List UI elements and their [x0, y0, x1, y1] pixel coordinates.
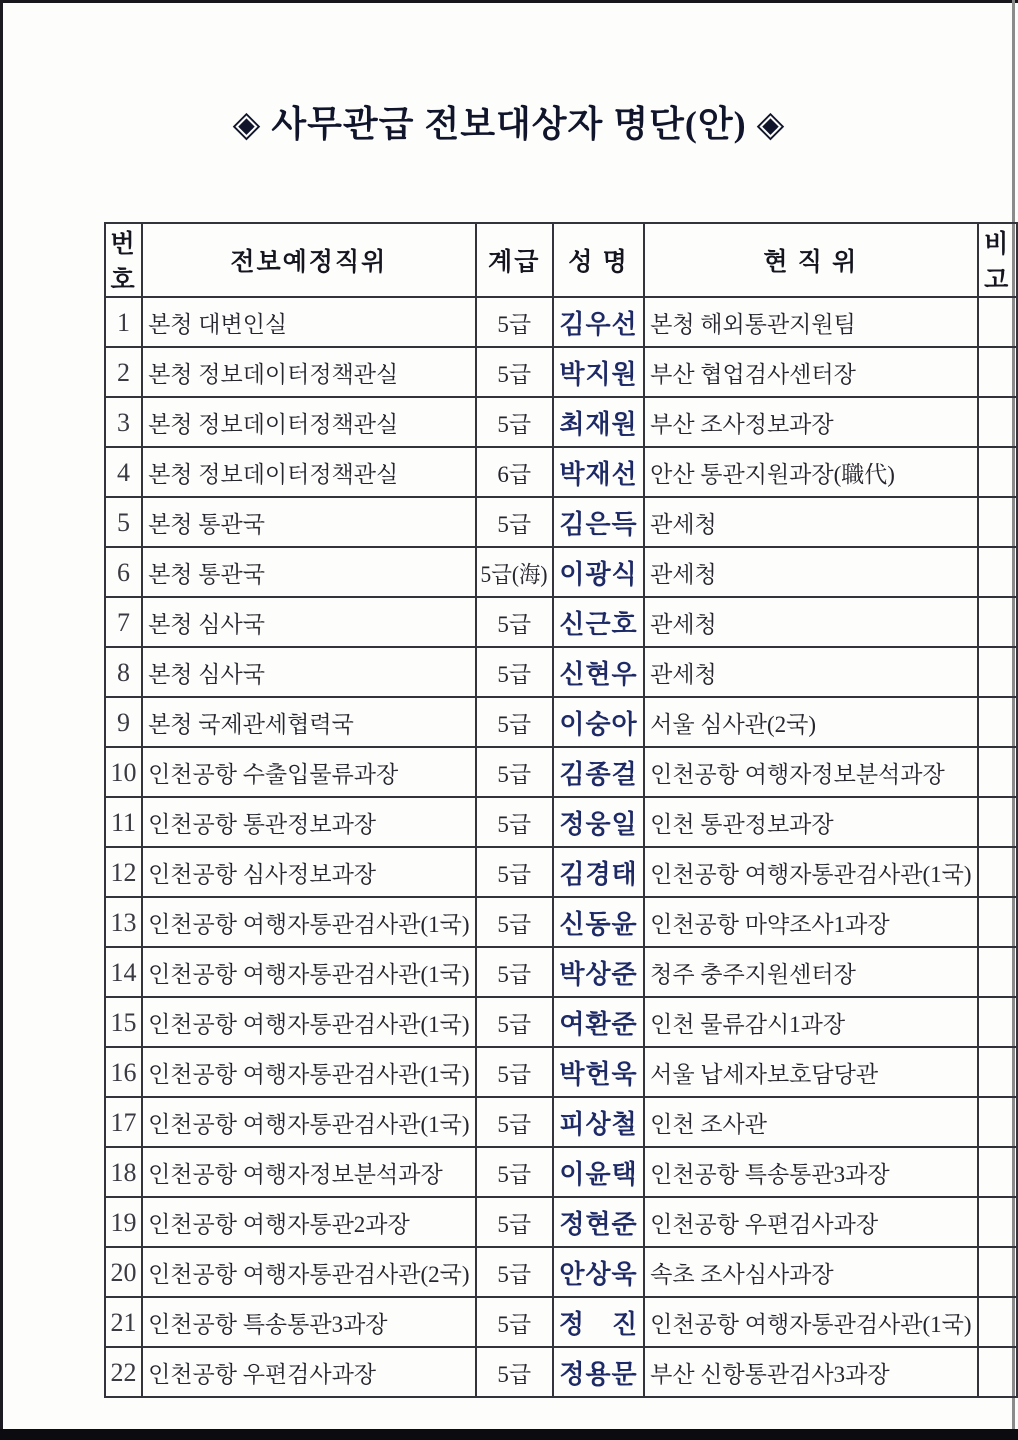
cell-text: 정용문	[559, 1359, 638, 1389]
cell-grade	[476, 1247, 553, 1297]
cell-name	[553, 547, 644, 597]
cell-no	[105, 1047, 142, 1097]
cell-position-to	[142, 1347, 475, 1397]
table-row	[105, 647, 1017, 697]
cell-no	[105, 347, 142, 397]
cell-text: 인천 통관정보과장	[650, 811, 834, 837]
cell-position-current	[644, 647, 977, 697]
cell-note	[978, 1247, 1017, 1297]
table-row	[105, 1047, 1017, 1097]
table-row	[105, 1147, 1017, 1197]
column-header-position-current: 현 직 위	[644, 223, 977, 297]
cell-name	[553, 847, 644, 897]
cell-position-to	[142, 597, 475, 647]
cell-text: 신현우	[559, 659, 638, 689]
cell-note	[978, 297, 1017, 347]
cell-position-current	[644, 347, 977, 397]
cell-text: 5급	[497, 511, 532, 537]
cell-position-to	[142, 1247, 475, 1297]
cell-text: 22	[110, 1358, 137, 1388]
cell-no	[105, 847, 142, 897]
cell-no	[105, 1147, 142, 1197]
cell-text: 5급	[497, 1061, 532, 1087]
page-border-bottom	[0, 1429, 1018, 1440]
cell-position-to	[142, 647, 475, 697]
cell-note	[978, 597, 1017, 647]
cell-name	[553, 447, 644, 497]
cell-no	[105, 1347, 142, 1397]
cell-grade	[476, 1097, 553, 1147]
cell-text: 속초 조사심사과장	[650, 1261, 834, 1287]
cell-text: 5급	[497, 811, 532, 837]
cell-text: 관세청	[650, 511, 717, 537]
cell-grade	[476, 597, 553, 647]
cell-grade	[476, 1347, 553, 1397]
cell-text: 인천공항 특송통관3과장	[148, 1311, 388, 1337]
cell-grade	[476, 847, 553, 897]
cell-grade	[476, 1147, 553, 1197]
cell-note	[978, 547, 1017, 597]
cell-note	[978, 397, 1017, 447]
cell-text: 인천공항 여행자통관검사관(1국)	[148, 911, 470, 937]
cell-text: 16	[110, 1058, 137, 1088]
cell-grade	[476, 897, 553, 947]
cell-text: 부산 신항통관검사3과장	[650, 1361, 890, 1387]
cell-position-current	[644, 797, 977, 847]
cell-text: 5급	[497, 311, 532, 337]
cell-text: 19	[110, 1208, 137, 1238]
column-header-grade: 계급	[476, 223, 553, 297]
cell-grade	[476, 1197, 553, 1247]
cell-text: 본청 국제관세협력국	[148, 711, 354, 737]
cell-position-to	[142, 1097, 475, 1147]
cell-position-to	[142, 1297, 475, 1347]
cell-no	[105, 747, 142, 797]
cell-grade	[476, 997, 553, 1047]
cell-text: 최재원	[559, 409, 638, 439]
cell-position-current	[644, 1347, 977, 1397]
column-header-note: 비 고	[978, 223, 1017, 297]
cell-text: 10	[110, 758, 137, 788]
table-row	[105, 897, 1017, 947]
table-row	[105, 547, 1017, 597]
cell-name	[553, 1047, 644, 1097]
cell-position-to	[142, 497, 475, 547]
cell-note	[978, 797, 1017, 847]
cell-position-to	[142, 747, 475, 797]
cell-position-to	[142, 1197, 475, 1247]
table-header-row	[105, 223, 1017, 297]
cell-text: 본청 해외통관지원팀	[650, 311, 856, 337]
cell-text: 이윤택	[559, 1159, 638, 1189]
cell-text: 5	[117, 508, 131, 538]
cell-grade	[476, 697, 553, 747]
cell-text: 인천 물류감시1과장	[650, 1011, 846, 1037]
cell-text: 5급	[497, 1211, 532, 1237]
cell-note	[978, 1047, 1017, 1097]
cell-text: 본청 대변인실	[148, 311, 288, 337]
cell-text: 여환준	[559, 1009, 638, 1039]
cell-text: 5급	[497, 1111, 532, 1137]
cell-position-current	[644, 847, 977, 897]
column-header-no: 번호	[105, 223, 142, 297]
cell-text: 부산 협업검사센터장	[650, 361, 856, 387]
cell-position-to	[142, 297, 475, 347]
cell-name	[553, 697, 644, 747]
cell-text: 정웅일	[559, 809, 638, 839]
cell-name	[553, 1147, 644, 1197]
cell-text: 본청 통관국	[148, 561, 265, 587]
cell-grade	[476, 647, 553, 697]
cell-text: 김종걸	[559, 759, 638, 789]
cell-position-to	[142, 697, 475, 747]
cell-position-to	[142, 547, 475, 597]
cell-text: 5급	[497, 761, 532, 787]
cell-text: 인천공항 우편검사과장	[148, 1361, 377, 1387]
cell-position-current	[644, 447, 977, 497]
cell-name	[553, 1197, 644, 1247]
cell-position-to	[142, 797, 475, 847]
cell-text: 15	[110, 1008, 137, 1038]
cell-position-current	[644, 947, 977, 997]
table-row	[105, 697, 1017, 747]
cell-text: 2	[117, 358, 131, 388]
cell-name	[553, 797, 644, 847]
cell-no	[105, 547, 142, 597]
cell-no	[105, 597, 142, 647]
cell-grade	[476, 947, 553, 997]
cell-name	[553, 747, 644, 797]
table-row	[105, 447, 1017, 497]
cell-text: 관세청	[650, 611, 717, 637]
cell-position-current	[644, 697, 977, 747]
cell-no	[105, 1297, 142, 1347]
cell-note	[978, 647, 1017, 697]
cell-no	[105, 447, 142, 497]
cell-grade	[476, 547, 553, 597]
cell-name	[553, 297, 644, 347]
cell-text: 11	[111, 808, 137, 838]
cell-name	[553, 1347, 644, 1397]
cell-text: 피상철	[559, 1109, 638, 1139]
cell-position-current	[644, 497, 977, 547]
cell-text: 신근호	[559, 609, 638, 639]
cell-note	[978, 997, 1017, 1047]
cell-position-current	[644, 1047, 977, 1097]
cell-name	[553, 1297, 644, 1347]
cell-no	[105, 497, 142, 547]
cell-no	[105, 297, 142, 347]
cell-text: 7	[117, 608, 131, 638]
cell-text: 인천공항 여행자통관검사관(1국)	[148, 1011, 470, 1037]
cell-note	[978, 1147, 1017, 1197]
cell-text: 인천공항 여행자통관검사관(2국)	[148, 1261, 470, 1287]
cell-grade	[476, 797, 553, 847]
cell-no	[105, 947, 142, 997]
cell-position-to	[142, 447, 475, 497]
cell-position-current	[644, 747, 977, 797]
cell-position-current	[644, 1097, 977, 1147]
cell-position-current	[644, 1197, 977, 1247]
cell-text: 14	[110, 958, 137, 988]
cell-text: 서울 납세자보호담당관	[650, 1061, 879, 1087]
cell-text: 인천공항 통관정보과장	[148, 811, 377, 837]
page-border-left	[0, 0, 3, 1440]
cell-text: 신동윤	[559, 909, 638, 939]
cell-text: 인천공항 여행자정보분석과장	[650, 761, 945, 787]
cell-note	[978, 1197, 1017, 1247]
cell-name	[553, 497, 644, 547]
cell-text: 6급	[497, 461, 532, 487]
cell-text: 5급	[497, 961, 532, 987]
table-row	[105, 797, 1017, 847]
cell-position-current	[644, 1297, 977, 1347]
cell-position-current	[644, 397, 977, 447]
cell-text: 5급	[497, 411, 532, 437]
table-body	[105, 297, 1017, 1397]
cell-no	[105, 647, 142, 697]
cell-text: 안상욱	[559, 1259, 638, 1289]
cell-text: 인천공항 여행자정보분석과장	[148, 1161, 443, 1187]
cell-text: 21	[110, 1308, 137, 1338]
cell-note	[978, 1097, 1017, 1147]
table-row	[105, 297, 1017, 347]
cell-text: 인천공항 심사정보과장	[148, 861, 377, 887]
cell-note	[978, 1347, 1017, 1397]
cell-grade	[476, 747, 553, 797]
cell-position-to	[142, 397, 475, 447]
cell-position-current	[644, 1147, 977, 1197]
cell-text: 이광식	[559, 559, 638, 589]
cell-grade	[476, 497, 553, 547]
cell-text: 본청 심사국	[148, 611, 265, 637]
cell-position-current	[644, 997, 977, 1047]
cell-note	[978, 747, 1017, 797]
cell-position-current	[644, 297, 977, 347]
cell-text: 5급	[497, 1311, 532, 1337]
cell-no	[105, 397, 142, 447]
cell-no	[105, 697, 142, 747]
column-header-name: 성 명	[553, 223, 644, 297]
cell-text: 8	[117, 658, 131, 688]
cell-text: 5급	[497, 711, 532, 737]
cell-name	[553, 997, 644, 1047]
cell-no	[105, 897, 142, 947]
cell-text: 6	[117, 558, 131, 588]
cell-name	[553, 347, 644, 397]
table-row	[105, 1347, 1017, 1397]
cell-text: 본청 정보데이터정책관실	[148, 461, 399, 487]
cell-text: 안산 통관지원과장(職代)	[650, 461, 895, 487]
cell-text: 5급	[497, 1261, 532, 1287]
cell-text: 인천공항 여행자통관검사관(1국)	[650, 1311, 972, 1337]
cell-text: 17	[110, 1108, 137, 1138]
cell-text: 5급	[497, 861, 532, 887]
cell-text: 9	[117, 708, 131, 738]
page-title: ◈ 사무관급 전보대상자 명단(안) ◈	[232, 104, 786, 144]
cell-text: 박지원	[559, 359, 638, 389]
cell-text: 13	[110, 908, 137, 938]
table-row	[105, 347, 1017, 397]
cell-note	[978, 447, 1017, 497]
cell-position-current	[644, 897, 977, 947]
cell-text: 인천공항 마약조사1과장	[650, 911, 890, 937]
cell-text: 정 진	[558, 1309, 639, 1339]
cell-text: 인천공항 여행자통관검사관(1국)	[148, 1111, 470, 1137]
cell-text: 인천공항 여행자통관검사관(1국)	[148, 1061, 470, 1087]
cell-text: 본청 정보데이터정책관실	[148, 411, 399, 437]
cell-text: 김은득	[559, 509, 638, 539]
table-row	[105, 847, 1017, 897]
table-row	[105, 947, 1017, 997]
cell-name	[553, 1247, 644, 1297]
column-header-position-to: 전보예정직위	[142, 223, 475, 297]
cell-note	[978, 497, 1017, 547]
cell-position-to	[142, 1047, 475, 1097]
cell-text: 관세청	[650, 661, 717, 687]
cell-text: 인천공항 여행자통관2과장	[148, 1211, 410, 1237]
cell-name	[553, 897, 644, 947]
cell-note	[978, 697, 1017, 747]
cell-name	[553, 597, 644, 647]
cell-grade	[476, 1047, 553, 1097]
cell-position-to	[142, 347, 475, 397]
page-border-top	[0, 0, 1018, 3]
cell-text: 인천공항 여행자통관검사관(1국)	[148, 961, 470, 987]
table-row	[105, 747, 1017, 797]
cell-text: 18	[110, 1158, 137, 1188]
cell-position-current	[644, 1247, 977, 1297]
cell-name	[553, 947, 644, 997]
cell-text: 정현준	[559, 1209, 638, 1239]
cell-grade	[476, 447, 553, 497]
cell-grade	[476, 297, 553, 347]
cell-text: 5급	[497, 1361, 532, 1387]
cell-text: 5급(海)	[480, 561, 548, 587]
table-row	[105, 1197, 1017, 1247]
cell-text: 박재선	[559, 459, 638, 489]
cell-text: 5급	[497, 911, 532, 937]
cell-no	[105, 1247, 142, 1297]
cell-text: 서울 심사관(2국)	[650, 711, 816, 737]
cell-text: 20	[110, 1258, 137, 1288]
cell-note	[978, 947, 1017, 997]
table-row	[105, 1297, 1017, 1347]
cell-text: 4	[117, 458, 131, 488]
cell-text: 인천 조사관	[650, 1111, 767, 1137]
cell-text: 인천공항 특송통관3과장	[650, 1161, 890, 1187]
table-row	[105, 397, 1017, 447]
cell-note	[978, 847, 1017, 897]
cell-text: 5급	[497, 1011, 532, 1037]
cell-text: 부산 조사정보과장	[650, 411, 834, 437]
table-row	[105, 497, 1017, 547]
cell-text: 5급	[497, 661, 532, 687]
cell-text: 본청 심사국	[148, 661, 265, 687]
cell-text: 5급	[497, 1161, 532, 1187]
cell-position-current	[644, 597, 977, 647]
cell-text: 관세청	[650, 561, 717, 587]
cell-position-to	[142, 847, 475, 897]
cell-grade	[476, 397, 553, 447]
cell-name	[553, 647, 644, 697]
cell-text: 청주 충주지원센터장	[650, 961, 856, 987]
cell-position-current	[644, 547, 977, 597]
cell-note	[978, 897, 1017, 947]
cell-text: 1	[117, 308, 131, 338]
cell-text: 본청 통관국	[148, 511, 265, 537]
cell-text: 박상준	[559, 959, 638, 989]
cell-text: 인천공항 수출입물류과장	[148, 761, 399, 787]
cell-no	[105, 997, 142, 1047]
table-row	[105, 597, 1017, 647]
cell-grade	[476, 1297, 553, 1347]
cell-text: 이숭아	[559, 709, 638, 739]
cell-text: 12	[110, 858, 137, 888]
cell-text: 인천공항 우편검사과장	[650, 1211, 879, 1237]
cell-text: 5급	[497, 361, 532, 387]
table-row	[105, 1097, 1017, 1147]
cell-text: 3	[117, 408, 131, 438]
cell-position-to	[142, 947, 475, 997]
table-row	[105, 997, 1017, 1047]
cell-name	[553, 397, 644, 447]
cell-note	[978, 347, 1017, 397]
cell-no	[105, 1197, 142, 1247]
cell-no	[105, 797, 142, 847]
cell-no	[105, 1097, 142, 1147]
cell-text: 인천공항 여행자통관검사관(1국)	[650, 861, 972, 887]
table-row	[105, 1247, 1017, 1297]
cell-text: 박헌욱	[559, 1059, 638, 1089]
cell-position-to	[142, 897, 475, 947]
cell-grade	[476, 347, 553, 397]
transfer-roster-table	[104, 222, 1018, 1398]
cell-text: 김경태	[559, 859, 638, 889]
cell-text: 본청 정보데이터정책관실	[148, 361, 399, 387]
cell-note	[978, 1297, 1017, 1347]
cell-name	[553, 1097, 644, 1147]
cell-text: 김우선	[559, 309, 638, 339]
cell-text: 5급	[497, 611, 532, 637]
cell-position-to	[142, 1147, 475, 1197]
cell-position-to	[142, 997, 475, 1047]
